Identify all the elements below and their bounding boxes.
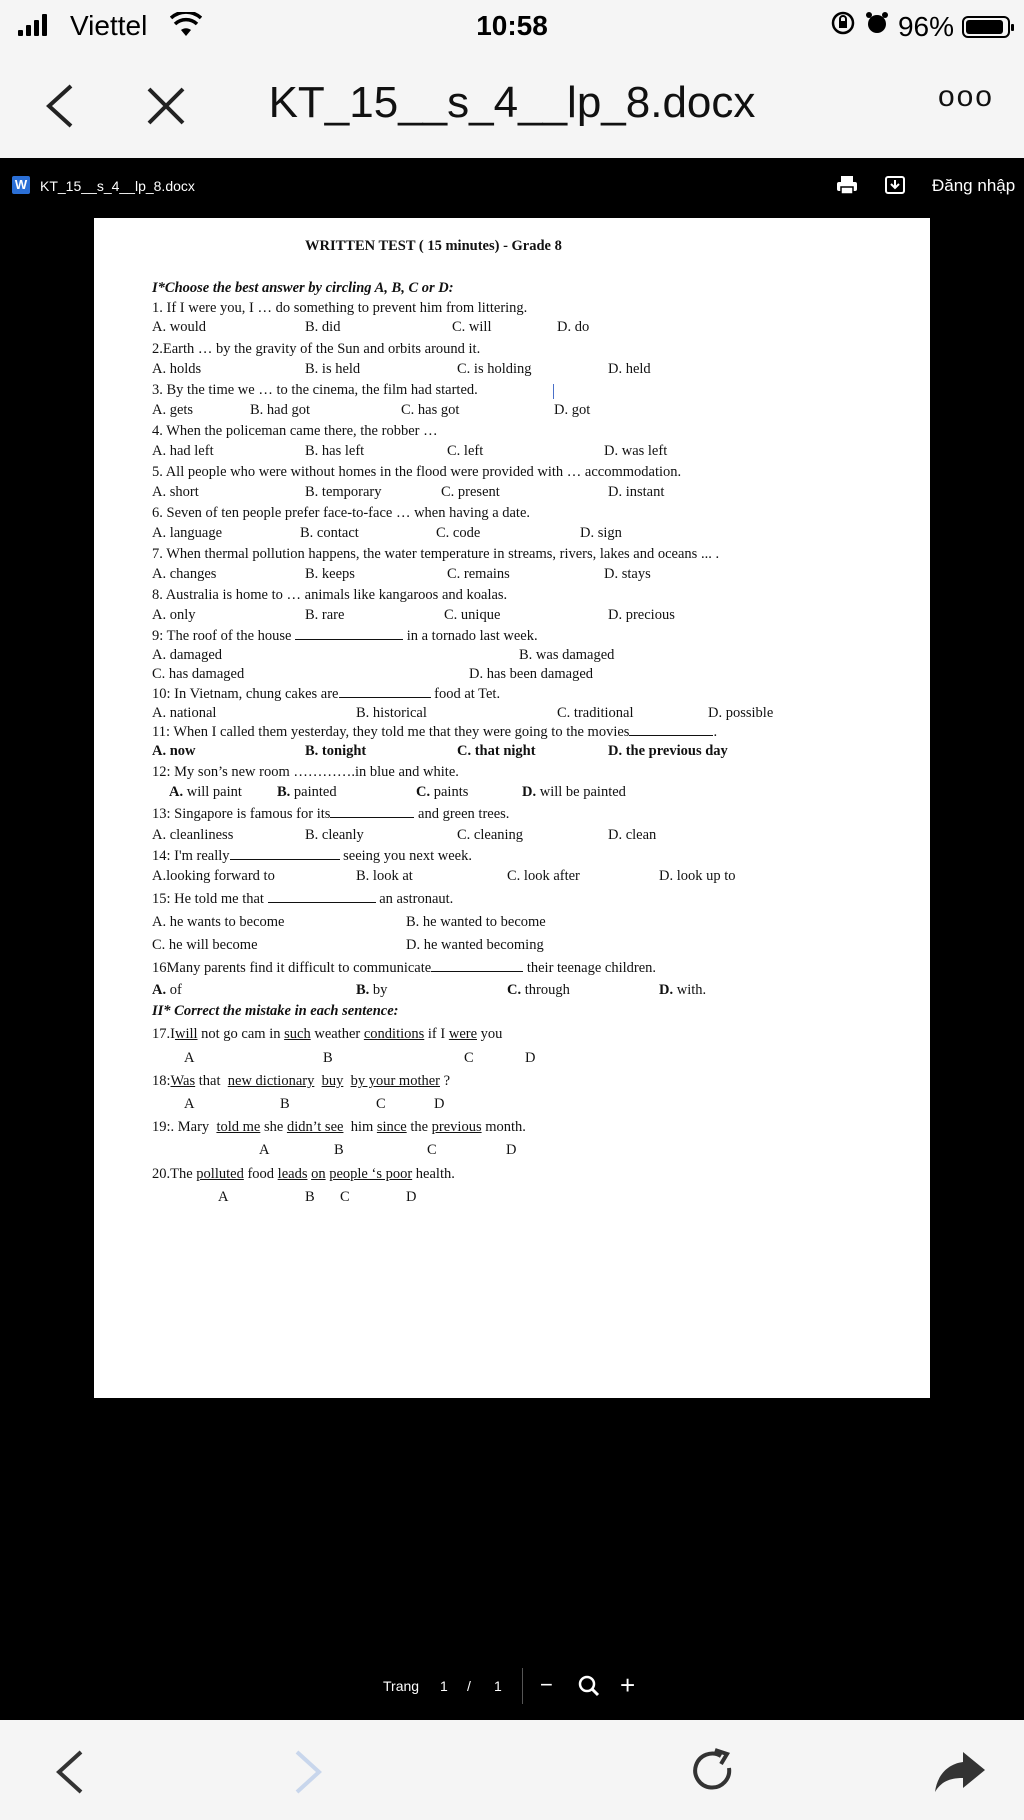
question-text [152,960,656,977]
page-navigator [0,1662,1024,1712]
option: D. held [608,361,651,377]
browser-toolbar [0,1720,1024,1820]
answer-blank [230,859,340,860]
section-heading: I*Choose the best answer by circling A, B, C or D: [152,280,454,296]
option: C. remains [447,566,510,582]
signal-icon [18,14,47,36]
question-prefix: 16Many parents find it difficult to communicate [152,960,432,976]
question-text [152,724,717,741]
question-text: 6. Seven of ten people prefer face-to-face … when having a date. [152,505,531,521]
mistake-marker: D [525,1050,536,1066]
text-span: A. [152,982,167,998]
option: A.looking forward to [152,868,275,884]
browser-forward-button[interactable] [278,1742,338,1802]
reload-button[interactable] [683,1742,743,1802]
text-span: through [524,982,570,998]
option: D. the previous day [608,743,728,759]
text-span: leads [277,1166,308,1182]
text-span: D. [659,982,674,998]
option: A. short [152,484,199,500]
page-separator: / [467,1678,471,1694]
option: D. he wanted becoming [406,937,544,953]
option: C. traditional [557,705,634,721]
zoom-in-button[interactable]: + [620,1670,636,1700]
option: A. national [152,705,217,721]
battery-icon [962,16,1010,38]
mistake-marker: D [406,1189,417,1205]
mistake-marker: D [506,1142,517,1158]
mistake-marker: D [434,1096,445,1112]
status-bar [0,0,1024,50]
text-span: 20.The [152,1166,193,1182]
question-suffix: an astronaut. [379,891,454,907]
text-span: the [410,1119,429,1135]
text-span: 17.I [152,1026,175,1042]
option: D. do [557,319,590,335]
option: A. gets [152,402,194,418]
question-text: 1. If I were you, I … do something to prevent him from littering. [152,300,528,316]
option: A. cleanliness [152,827,234,843]
zoom-out-button[interactable]: − [540,1672,553,1697]
option: A. would [152,319,206,335]
zoom-icon[interactable] [578,1675,600,1702]
text-span: weather [314,1026,361,1042]
option: C. unique [444,607,501,623]
option: D. stays [604,566,651,582]
option: B. is held [305,361,361,377]
text-span: conditions [363,1026,425,1042]
option: C. has damaged [152,666,245,682]
option [522,784,626,801]
text-span: painted [293,784,337,800]
question-suffix: seeing you next week. [343,848,472,864]
reload-icon [687,1746,739,1798]
clock: 10:58 [476,10,548,41]
text-span: health. [415,1166,455,1182]
option: C. will [452,319,492,335]
option: C. look after [507,868,580,884]
alarm-icon [864,10,890,43]
word-icon: W [12,176,30,194]
rotation-lock-icon [830,10,856,43]
option [507,982,570,999]
option [169,784,242,801]
option: A. language [152,525,223,541]
option: A. had left [152,443,214,459]
answer-blank [295,639,403,640]
text-span: with. [676,982,707,998]
question-suffix: their teenage children. [526,960,657,976]
more-options-button[interactable]: ooo [937,80,994,113]
option: B. rare [305,607,345,623]
option: B. did [305,319,341,335]
question-text [152,1166,455,1183]
question-text [152,891,453,908]
text-span: didn’t see [286,1119,344,1135]
answer-blank [268,902,376,903]
mistake-marker: A [184,1050,195,1066]
answer-blank [330,817,414,818]
browser-back-button[interactable] [40,1742,100,1802]
share-button[interactable] [930,1742,990,1802]
option: B. he wanted to become [406,914,546,930]
question-prefix: 11: When I called them yesterday, they told me that they were going to the movies [152,724,630,740]
text-span: you [480,1026,503,1042]
text-span: D. [522,784,537,800]
mistake-marker: C [340,1189,350,1205]
text-span: by [372,982,388,998]
text-span: 19:. Mary [152,1119,210,1135]
option: A. changes [152,566,217,582]
text-span: month. [485,1119,526,1135]
document-title: KT_15__s_4__lp_8.docx [268,78,756,127]
text-cursor [553,384,554,399]
option: B. contact [300,525,359,541]
option: C. that night [457,743,536,759]
chevron-right-icon [291,1748,325,1796]
question-text: 2.Earth … by the gravity of the Sun and orbits around it. [152,341,481,357]
text-span: will paint [186,784,242,800]
viewer-filename: KT_15__s_4__lp_8.docx [40,178,195,194]
question-prefix: 10: In Vietnam, chung cakes are [152,686,339,702]
text-span: B. [356,982,370,998]
page-label: Trang [383,1678,420,1694]
answer-blank [339,697,431,698]
text-span: A. [169,784,184,800]
question-text: 7. When thermal pollution happens, the water temperature in streams, rivers, lakes and oceans ... . [152,546,720,562]
battery-fill [966,20,1003,34]
option: D. precious [608,607,675,623]
text-span: 18: [152,1073,171,1089]
mistake-marker: A [218,1189,229,1205]
option: C. code [436,525,481,541]
answer-blank [431,971,523,972]
question-text [152,1073,450,1090]
option: B. has left [305,443,365,459]
option: A. now [152,743,196,759]
text-span: paints [433,784,469,800]
text-span: food [247,1166,275,1182]
text-span: ? [443,1073,451,1089]
text-span: that [198,1073,221,1089]
question-prefix: 13: Singapore is famous for its [152,806,331,822]
viewer-toolbar [0,158,1024,216]
option: B. temporary [305,484,382,500]
question-text: 3. By the time we … to the cinema, the film had started. [152,382,478,398]
printer-icon [836,174,858,196]
text-span: not go cam in [201,1026,281,1042]
option [356,982,387,999]
mistake-marker: A [259,1142,270,1158]
mistake-marker: C [376,1096,386,1112]
question-text [152,806,509,823]
text-span: she [263,1119,284,1135]
chevron-left-icon [53,1748,87,1796]
question-text [152,628,538,645]
option [416,784,468,801]
question-suffix: food at Tet. [434,686,501,702]
option: C. cleaning [457,827,524,843]
divider [522,1668,523,1704]
option: D. clean [608,827,657,843]
doc-title: WRITTEN TEST ( 15 minutes) - Grade 8 [305,238,562,254]
text-span: polluted [196,1166,244,1182]
option: B. look at [356,868,413,884]
total-pages: 1 [494,1678,502,1694]
option: D. sign [580,525,622,541]
question-prefix: 14: I'm really [152,848,230,864]
question-text: 4. When the policeman came there, the robber … [152,423,438,439]
mistake-marker: B [280,1096,290,1112]
option [659,982,706,999]
option: B. tonight [305,743,367,759]
print-button[interactable] [836,174,858,201]
carrier-name: Viettel [70,10,148,41]
text-span: people ‘s poor [329,1166,413,1182]
text-span: buy [321,1073,344,1089]
option: D. possible [708,705,774,721]
option: D. has been damaged [469,666,594,682]
text-span: since [376,1119,407,1135]
answer-blank [629,735,713,736]
text-span: told me [216,1119,261,1135]
option: C. present [441,484,500,500]
text-span: by your mother [350,1073,440,1089]
mistake-marker: C [464,1050,474,1066]
mistake-marker: B [334,1142,344,1158]
option: C. has got [401,402,460,418]
option [277,784,337,801]
text-span: of [169,982,182,998]
battery-percent: 96% [897,10,954,42]
mistake-marker: C [427,1142,437,1158]
option: C. is holding [457,361,532,377]
option: B. was damaged [519,647,615,663]
text-span: him [350,1119,374,1135]
option: D. instant [608,484,665,500]
mistake-marker: B [305,1189,315,1205]
option: D. got [554,402,591,418]
option: C. left [447,443,484,459]
option: D. was left [604,443,668,459]
option [152,982,182,999]
share-arrow-icon [933,1750,987,1794]
text-span: will [174,1026,198,1042]
wifi-icon [170,12,202,43]
navigation-bar [0,50,1024,158]
question-text [152,1119,526,1136]
question-suffix: in a tornado last week. [406,628,538,644]
text-span: such [284,1026,311,1042]
document-page [94,218,930,1398]
option: B. cleanly [305,827,364,843]
text-span: were [448,1026,478,1042]
option: A. only [152,607,196,623]
option: A. he wants to become [152,914,285,930]
section-heading: II* Correct the mistake in each sentence: [152,1003,399,1019]
text-span: will be painted [539,784,626,800]
text-span: Was [170,1073,196,1089]
question-text [152,686,500,703]
text-span: on [311,1166,326,1182]
question-text: 8. Australia is home to … animals like kangaroos and koalas. [152,587,508,603]
question-prefix: 9: The roof of the house [152,628,292,644]
question-text: 5. All people who were without homes in the flood were provided with … accommodation. [152,464,682,480]
question-text [152,848,472,865]
option: C. he will become [152,937,258,953]
current-page-input[interactable]: 1 [440,1678,448,1694]
option: A. holds [152,361,202,377]
question-suffix: . [713,724,718,740]
question-prefix: 15: He told me that [152,891,264,907]
option: A. damaged [152,647,223,663]
mistake-marker: B [323,1050,333,1066]
download-icon [884,174,906,196]
text-span: if I [427,1026,446,1042]
text-span: C. [507,982,522,998]
text-span: C. [416,784,431,800]
download-button[interactable] [884,174,906,201]
text-span: new dictionary [227,1073,315,1089]
question-text: 12: My son’s new room ………….in blue and white. [152,764,459,780]
mistake-marker: A [184,1096,195,1112]
login-link[interactable]: Đăng nhập [932,176,1016,195]
question-text [152,1026,502,1043]
question-suffix: and green trees. [418,806,510,822]
text-span: previous [431,1119,482,1135]
option: B. keeps [305,566,355,582]
option: B. had got [250,402,311,418]
text-span: B. [277,784,291,800]
option: B. historical [356,705,427,721]
option: D. look up to [659,868,736,884]
